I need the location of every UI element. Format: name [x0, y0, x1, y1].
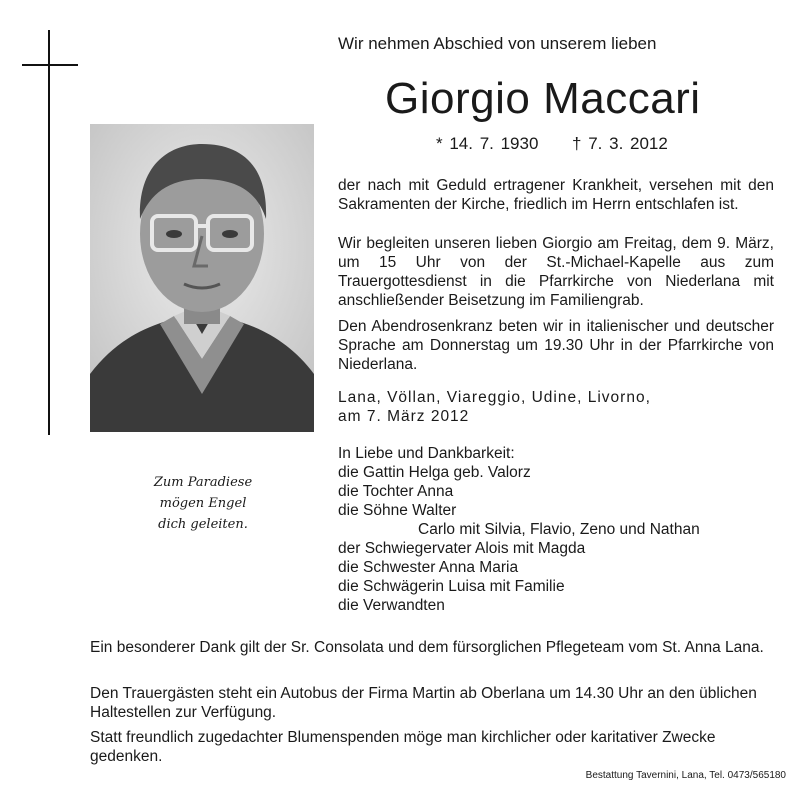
- mourner-item: die Schwägerin Luisa mit Familie: [338, 578, 565, 595]
- mourner-item: der Schwiegervater Alois mit Magda: [338, 540, 586, 557]
- portrait-icon: [90, 124, 314, 432]
- funeral-paragraph: Wir begleiten unseren lieben Giorgio am Freitag, dem 9. März, um 15 Uhr von der St.-Michael-Kapelle aus zum Trauergottesdienst in die Pfarrkirche von Niederlana mit anschließender Beisetzung im Familiengrab.: [338, 235, 774, 309]
- verse-line: dich geleiten.: [158, 517, 248, 532]
- cross-icon-bar: [22, 64, 78, 66]
- life-dates: [436, 134, 668, 154]
- mourner-item: die Tochter Anna: [338, 483, 454, 500]
- death-date: † 7. 3. 2012: [572, 134, 668, 153]
- flowers-paragraph: Statt freundlich zugedachter Blumenspenden möge man kirchlicher oder karitativer Zwecke gedenken.: [90, 729, 716, 765]
- place-line: Lana, Völlan, Viareggio, Udine, Livorno,: [338, 389, 651, 406]
- mourner-item: die Söhne Walter: [338, 502, 457, 519]
- mourners-list: [338, 444, 774, 615]
- love-heading: In Liebe und Dankbarkeit:: [338, 445, 515, 462]
- deceased-name: Giorgio Maccari: [385, 74, 701, 123]
- rosary-paragraph: Den Abendrosenkranz beten wir in italienischer und deutscher Sprache am Donnerstag um 19.30 Uhr in der Pfarrkirche von Niederlana.: [338, 318, 774, 373]
- portrait-photo: [90, 124, 314, 432]
- intro-line: Wir nehmen Abschied von unserem lieben: [338, 34, 657, 53]
- mourner-item: die Schwester Anna Maria: [338, 559, 519, 576]
- birth-date: * 14. 7. 1930: [436, 134, 539, 153]
- place-date: [338, 388, 774, 426]
- verse-line: mögen Engel: [159, 496, 247, 511]
- mourner-item: die Gattin Helga geb. Valorz: [338, 464, 531, 481]
- thanks-paragraph: Ein besonderer Dank gilt der Sr. Consolata und dem fürsorglichen Pflegeteam vom St. Anna Lana.: [90, 639, 764, 656]
- verse-quote: [100, 472, 306, 535]
- death-paragraph: der nach mit Geduld ertragener Krankheit, versehen mit den Sakramenten der Kirche, friedlich im Herrn entschlafen ist.: [338, 177, 774, 213]
- mourner-item: die Verwandten: [338, 597, 445, 614]
- mourner-item: Carlo mit Silvia, Flavio, Zeno und Nathan: [418, 521, 700, 538]
- undertaker-credit: Bestattung Tavernini, Lana, Tel. 0473/565180: [585, 770, 786, 781]
- cross-icon: [48, 30, 50, 435]
- verse-line: Zum Paradiese: [153, 475, 253, 490]
- bus-paragraph: Den Trauergästen steht ein Autobus der Firma Martin ab Oberlana um 14.30 Uhr an den üblichen Haltestellen zur Verfügung.: [90, 685, 757, 721]
- date-line: am 7. März 2012: [338, 408, 470, 425]
